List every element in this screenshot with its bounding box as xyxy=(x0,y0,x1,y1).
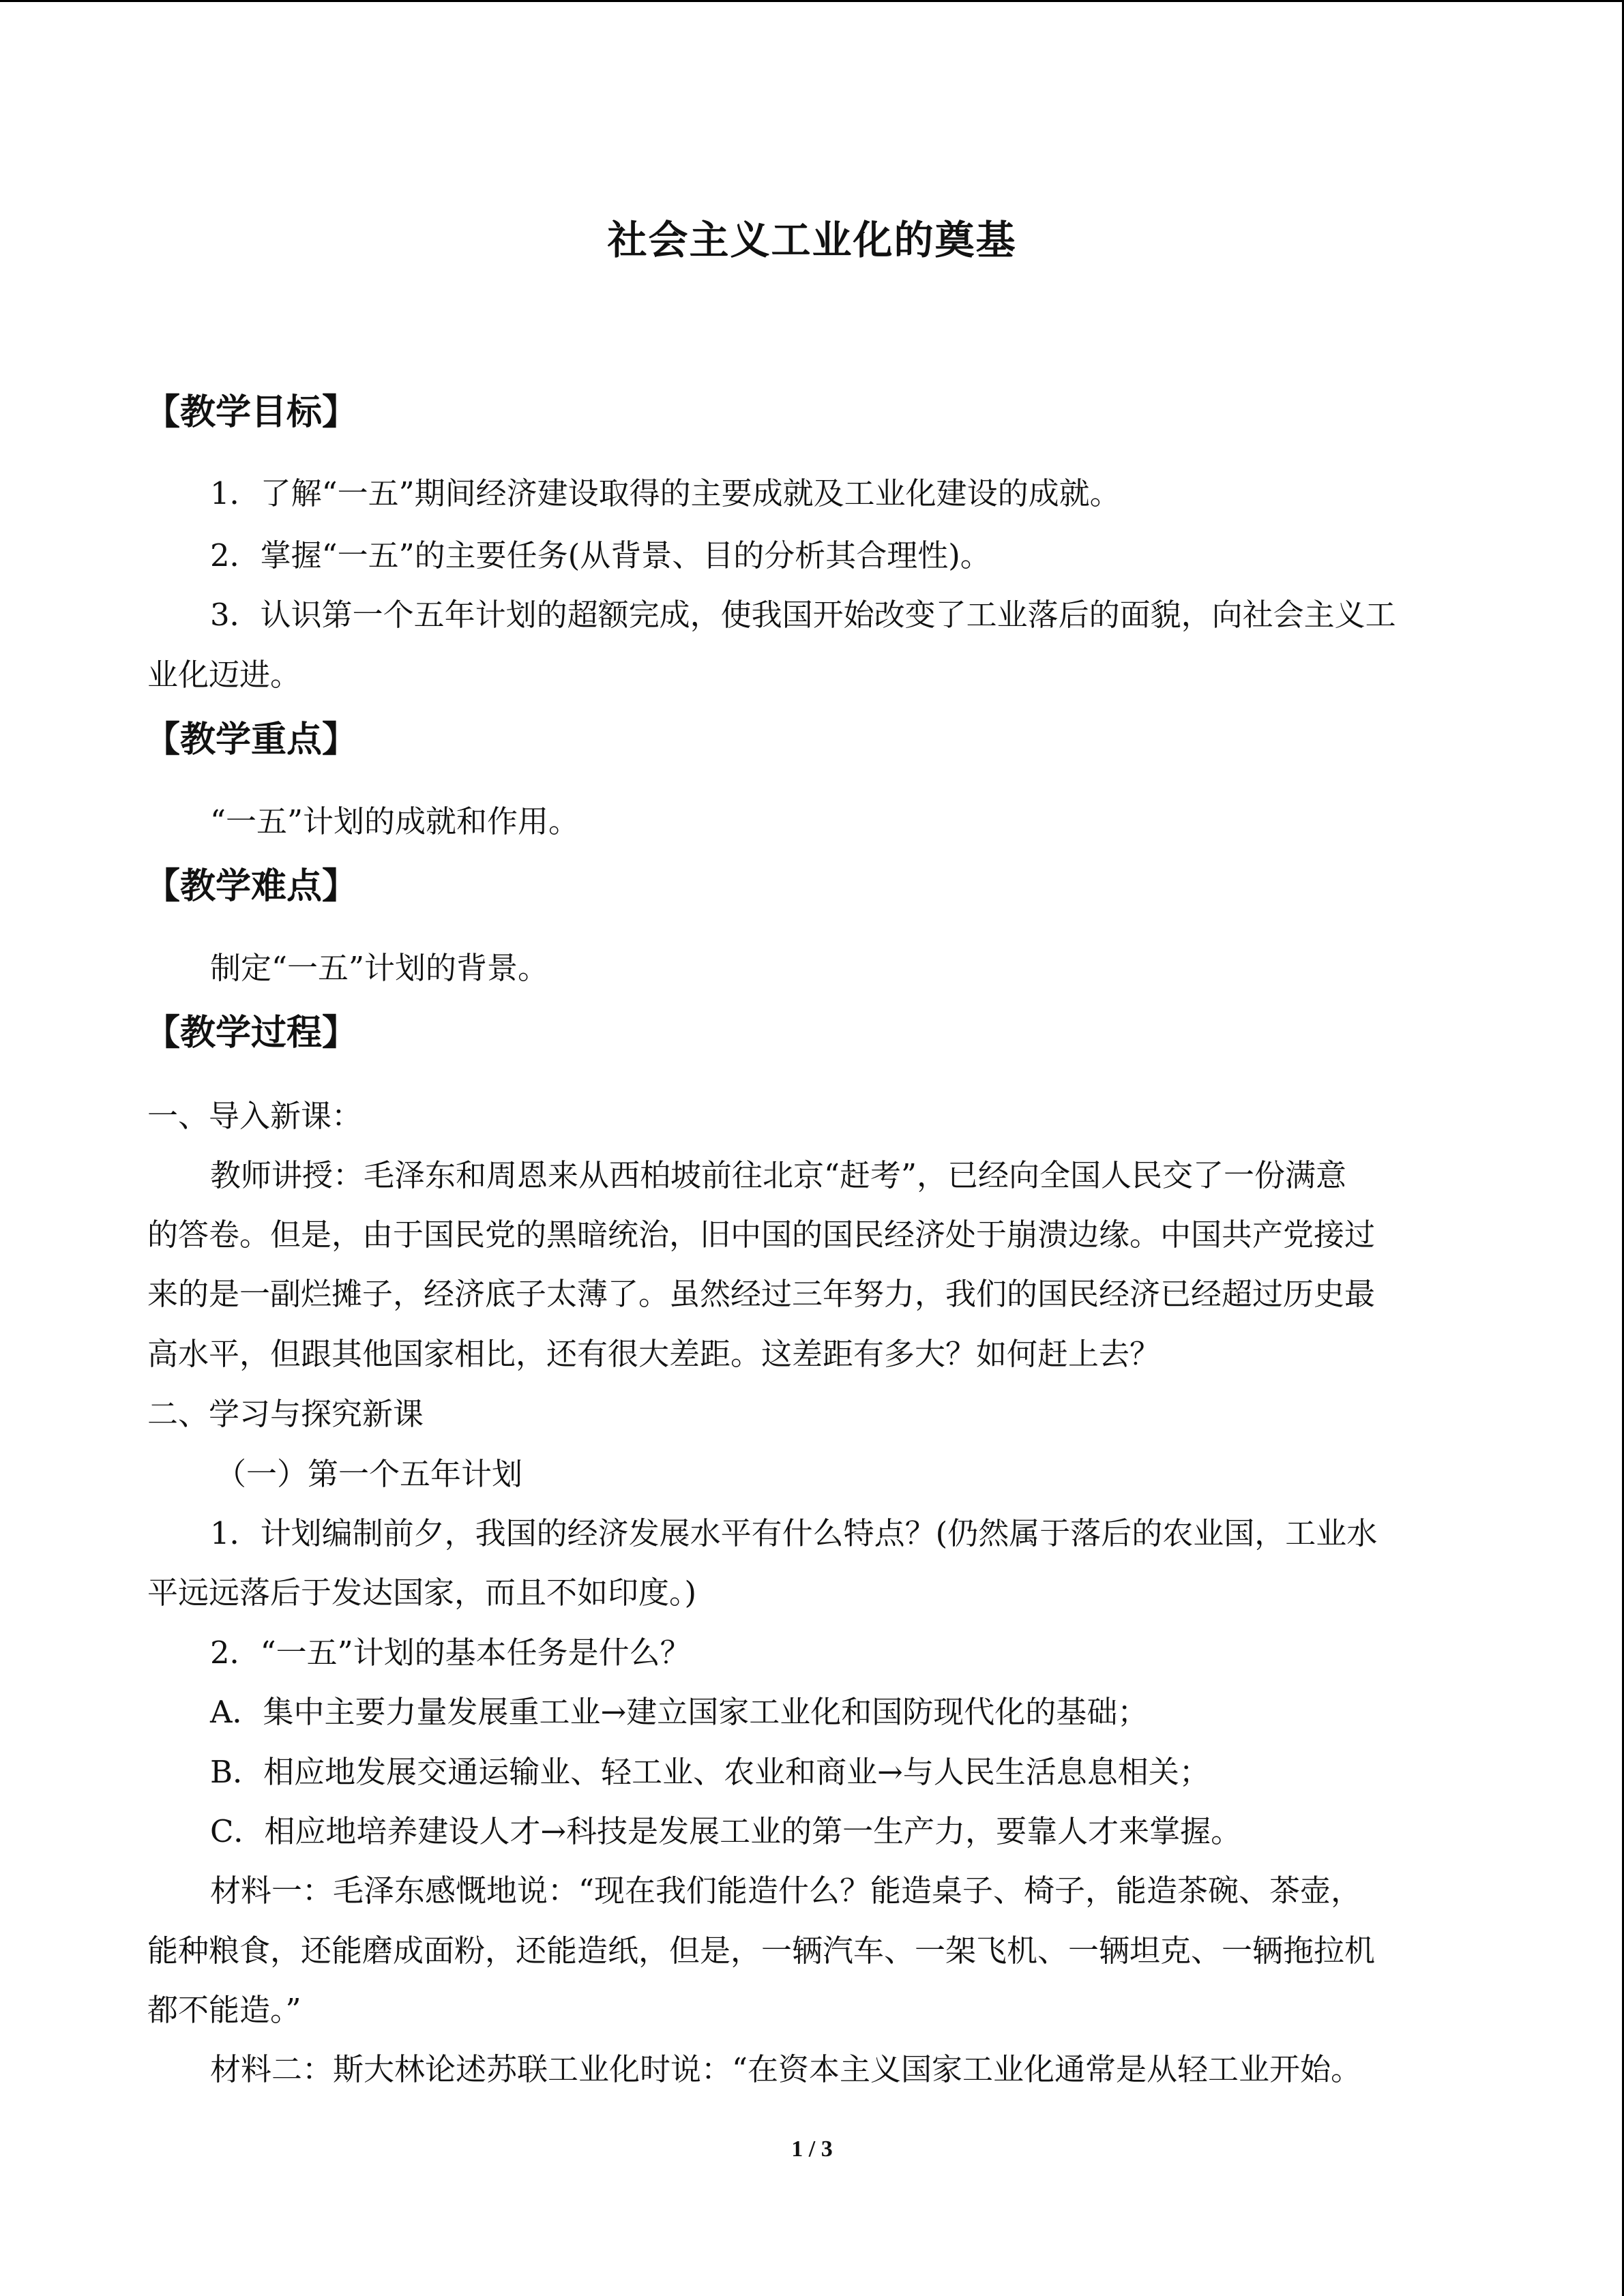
goal-item-1: 1．了解“一五”期间经济建设取得的主要成就及工业化建设的成就。 xyxy=(210,475,1121,511)
key-point-text: “一五”计划的成就和作用。 xyxy=(210,803,580,839)
page-title: 社会主义工业化的奠基 xyxy=(607,217,1017,263)
process-line-10: 2．“一五”计划的基本任务是什么？ xyxy=(210,1635,691,1671)
process-line-4: 来的是一副烂摊子，经济底子太薄了。虽然经过三年努力，我们的国民经济已经超过历史最 xyxy=(147,1276,1376,1312)
section-heading-process: 【教学过程】 xyxy=(145,1013,358,1054)
process-line-14: 材料一：毛泽东感慨地说：“现在我们能造什么？能造桌子、椅子，能造茶碗、茶壶， xyxy=(210,1873,1362,1909)
section-heading-goals: 【教学目标】 xyxy=(145,392,358,433)
process-line-1: 一、导入新课： xyxy=(147,1098,363,1134)
page-border-top xyxy=(0,0,1624,2)
process-line-9: 平远远落后于发达国家，而且不如印度。) xyxy=(147,1575,697,1611)
process-line-6: 二、学习与探究新课 xyxy=(147,1396,424,1432)
page-number: 1 / 3 xyxy=(791,2136,833,2162)
process-line-16: 都不能造。” xyxy=(147,1992,301,2028)
process-line-5: 高水平，但跟其他国家相比，还有很大差距。这差距有多大？如何赶上去？ xyxy=(147,1336,1161,1372)
process-line-2: 教师讲授：毛泽东和周恩来从西柏坡前往北京“赶考”，已经向全国人民交了一份满意 xyxy=(210,1157,1347,1193)
process-line-7: （一）第一个五年计划 xyxy=(216,1456,523,1492)
section-heading-key: 【教学重点】 xyxy=(145,719,358,760)
process-line-3: 的答卷。但是，由于国民党的黑暗统治，旧中国的国民经济处于崩溃边缘。中国共产党接过 xyxy=(147,1217,1376,1253)
process-line-17: 材料二：斯大林论述苏联工业化时说：“在资本主义国家工业化通常是从轻工业开始。 xyxy=(210,2051,1362,2087)
goal-item-2: 2．掌握“一五”的主要任务(从背景、目的分析其合理性)。 xyxy=(210,537,991,573)
process-line-15: 能种粮食，还能磨成面粉，还能造纸，但是，一辆汽车、一架飞机、一辆坦克、一辆拖拉机 xyxy=(147,1933,1376,1969)
process-line-13: C．相应地培养建设人才→科技是发展工业的第一生产力，要靠人才来掌握。 xyxy=(210,1813,1242,1849)
goal-item-3: 3．认识第一个五年计划的超额完成，使我国开始改变了工业落后的面貌，向社会主义工 xyxy=(210,597,1396,633)
process-line-12: B．相应地发展交通运输业、轻工业、农业和商业→与人民生活息息相关； xyxy=(210,1754,1210,1790)
process-line-11: A．集中主要力量发展重工业→建立国家工业化和国防现代化的基础； xyxy=(210,1694,1149,1730)
goal-item-3-cont: 业化迈进。 xyxy=(147,657,301,693)
process-line-8: 1．计划编制前夕，我国的经济发展水平有什么特点？(仍然属于落后的农业国，工业水 xyxy=(210,1515,1378,1551)
difficulty-text: 制定“一五”计划的背景。 xyxy=(210,950,549,986)
section-heading-difficulty: 【教学难点】 xyxy=(145,866,358,907)
